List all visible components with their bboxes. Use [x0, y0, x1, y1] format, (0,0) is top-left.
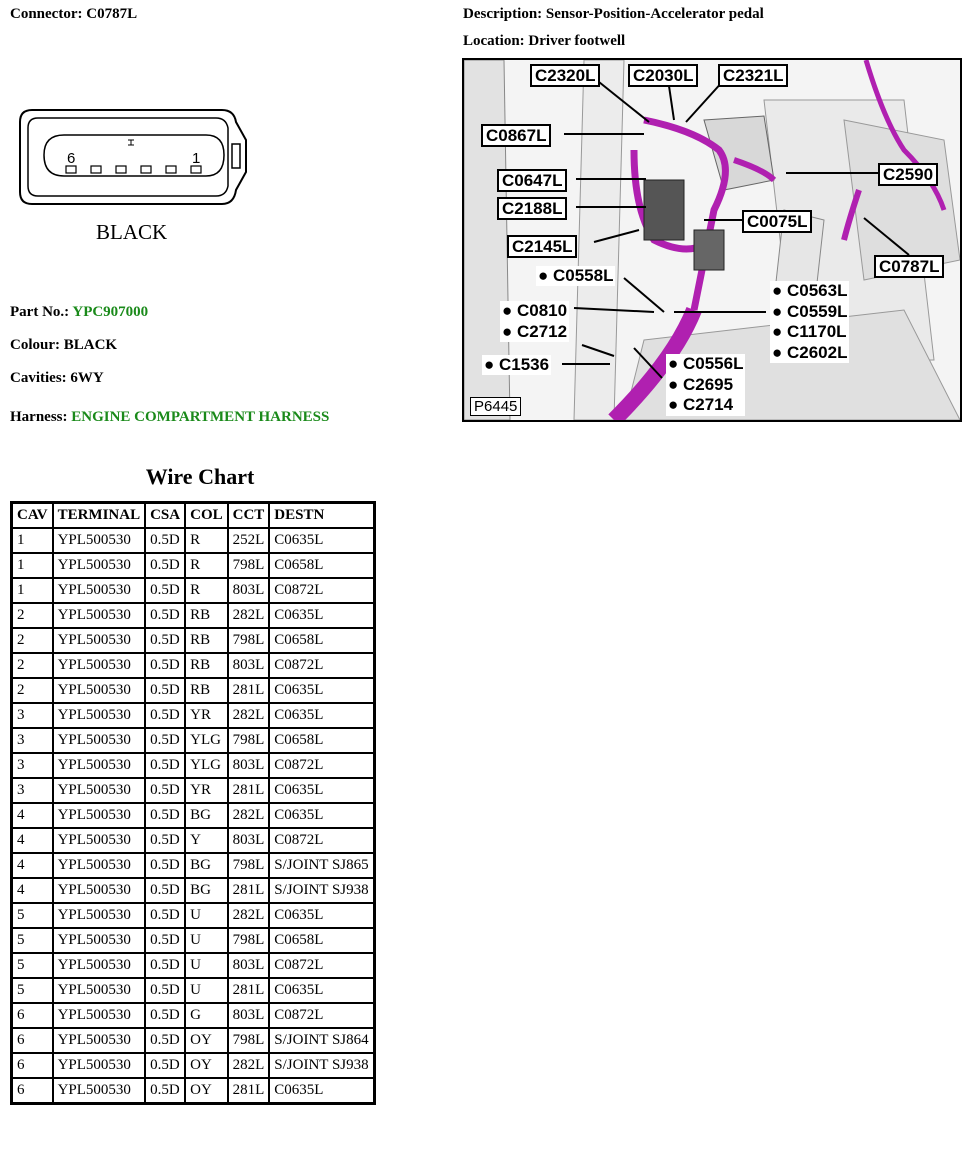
cell-terminal: YPL500530 — [53, 1003, 146, 1028]
cell-cct: 803L — [228, 1003, 270, 1028]
cell-cct: 282L — [228, 603, 270, 628]
cell-destn: C0635L — [269, 903, 374, 928]
colour-value: BLACK — [63, 337, 118, 353]
header-col: COL — [185, 503, 228, 529]
cell-col: OY — [185, 1028, 228, 1053]
cell-cav: 4 — [12, 853, 53, 878]
colour-field — [10, 337, 117, 354]
cell-col: G — [185, 1003, 228, 1028]
cell-cct: 803L — [228, 828, 270, 853]
cell-cct: 798L — [228, 553, 270, 578]
cell-cav: 3 — [12, 728, 53, 753]
cell-terminal: YPL500530 — [53, 778, 146, 803]
cell-terminal: YPL500530 — [53, 1028, 146, 1053]
callout-C2188L: C2188L — [497, 197, 567, 220]
cell-terminal: YPL500530 — [53, 578, 146, 603]
cell-destn: S/JOINT SJ938 — [269, 1053, 374, 1078]
cell-destn: C0635L — [269, 703, 374, 728]
callout-C0559L: ● C0559L — [772, 301, 848, 321]
cell-cct: 282L — [228, 1053, 270, 1078]
callout-group-right — [770, 281, 849, 363]
cell-col: YR — [185, 778, 228, 803]
cell-cct: 281L — [228, 1078, 270, 1104]
harness-link[interactable]: ENGINE COMPARTMENT HARNESS — [71, 409, 330, 425]
callout-C1536: ● C1536 — [484, 355, 550, 374]
cell-terminal: YPL500530 — [53, 753, 146, 778]
cell-col: R — [185, 528, 228, 553]
connector-value: C0787L — [86, 6, 138, 22]
cell-destn: C0872L — [269, 753, 374, 778]
table-row — [12, 928, 375, 953]
header-csa: CSA — [145, 503, 185, 529]
cell-cav: 5 — [12, 978, 53, 1003]
callout-C0075L: C0075L — [742, 210, 812, 233]
cell-destn: C0872L — [269, 653, 374, 678]
table-row — [12, 828, 375, 853]
cell-col: BG — [185, 853, 228, 878]
callout-C0787L: C0787L — [874, 255, 944, 278]
cell-cct: 282L — [228, 703, 270, 728]
cell-col: OY — [185, 1078, 228, 1104]
cell-col: OY — [185, 1053, 228, 1078]
cell-col: BG — [185, 803, 228, 828]
callout-C0558L-text: C0558L — [553, 266, 614, 285]
table-row — [12, 603, 375, 628]
description-field — [463, 6, 764, 23]
cell-col: Y — [185, 828, 228, 853]
cell-col: RB — [185, 678, 228, 703]
cell-csa: 0.5D — [145, 878, 185, 903]
cell-col: RB — [185, 653, 228, 678]
cell-cav: 3 — [12, 778, 53, 803]
cell-col: U — [185, 928, 228, 953]
cell-terminal: YPL500530 — [53, 728, 146, 753]
cell-cav: 5 — [12, 928, 53, 953]
cell-csa: 0.5D — [145, 1078, 185, 1104]
cell-csa: 0.5D — [145, 928, 185, 953]
table-row — [12, 728, 375, 753]
header-destn: DESTN — [269, 503, 374, 529]
cell-cav: 4 — [12, 828, 53, 853]
part-number-field — [10, 304, 148, 321]
callout-C1170L: ● C1170L — [772, 322, 847, 341]
table-row — [12, 1078, 375, 1104]
location-value: Driver footwell — [528, 33, 626, 49]
cell-destn: C0872L — [269, 953, 374, 978]
wire-chart-body — [12, 528, 375, 1104]
cell-destn: C0658L — [269, 928, 374, 953]
callout-C2695: ● C2695 — [668, 374, 734, 394]
cell-col: RB — [185, 603, 228, 628]
cell-csa: 0.5D — [145, 728, 185, 753]
cell-cav: 1 — [12, 528, 53, 553]
cell-destn: C0635L — [269, 528, 374, 553]
cell-destn: C0635L — [269, 978, 374, 1003]
table-row — [12, 653, 375, 678]
cell-destn: C0635L — [269, 778, 374, 803]
location-label: Location: — [463, 33, 525, 49]
cell-col: YR — [185, 703, 228, 728]
table-row — [12, 578, 375, 603]
header-cct: CCT — [228, 503, 270, 529]
cell-cct: 798L — [228, 1028, 270, 1053]
cell-csa: 0.5D — [145, 603, 185, 628]
cell-csa: 0.5D — [145, 653, 185, 678]
cell-cct: 281L — [228, 878, 270, 903]
table-row — [12, 678, 375, 703]
cell-destn: C0658L — [269, 553, 374, 578]
callout-C2145L: C2145L — [507, 235, 577, 258]
callout-C2590: C2590 — [878, 163, 938, 186]
table-row — [12, 953, 375, 978]
cavities-label: Cavities: — [10, 370, 67, 386]
cell-terminal: YPL500530 — [53, 828, 146, 853]
callout-C2712: ● C2712 — [502, 321, 568, 341]
cell-csa: 0.5D — [145, 753, 185, 778]
pin-1-label: 1 — [192, 150, 201, 167]
cavities-field — [10, 370, 104, 387]
cell-cav: 6 — [12, 1028, 53, 1053]
cell-cct: 803L — [228, 753, 270, 778]
callout-C0867L: C0867L — [481, 124, 551, 147]
table-row — [12, 1003, 375, 1028]
cell-destn: S/JOINT SJ938 — [269, 878, 374, 903]
callout-C2602L: ● C2602L — [772, 342, 848, 362]
table-row — [12, 978, 375, 1003]
cell-cav: 5 — [12, 903, 53, 928]
cell-cav: 6 — [12, 1078, 53, 1104]
cell-cav: 4 — [12, 878, 53, 903]
drawing-colour-text: BLACK — [96, 220, 168, 244]
cell-cct: 281L — [228, 778, 270, 803]
connector-face-drawing — [10, 100, 250, 250]
cell-terminal: YPL500530 — [53, 953, 146, 978]
part-number-label: Part No.: — [10, 304, 70, 320]
cell-csa: 0.5D — [145, 828, 185, 853]
cell-col: R — [185, 553, 228, 578]
cell-cct: 282L — [228, 903, 270, 928]
callout-group-left — [500, 301, 569, 342]
cell-cct: 803L — [228, 953, 270, 978]
cell-csa: 0.5D — [145, 703, 185, 728]
cell-cct: 803L — [228, 578, 270, 603]
cell-csa: 0.5D — [145, 853, 185, 878]
table-row — [12, 753, 375, 778]
cavities-value: 6WY — [70, 370, 104, 386]
table-row — [12, 853, 375, 878]
cell-csa: 0.5D — [145, 628, 185, 653]
cell-csa: 0.5D — [145, 953, 185, 978]
header-terminal: TERMINAL — [53, 503, 146, 529]
cell-terminal: YPL500530 — [53, 1078, 146, 1104]
cell-terminal: YPL500530 — [53, 928, 146, 953]
cell-terminal: YPL500530 — [53, 903, 146, 928]
connector-field — [10, 6, 137, 23]
cell-cct: 281L — [228, 978, 270, 1003]
cell-cct: 798L — [228, 728, 270, 753]
cell-col: U — [185, 903, 228, 928]
cell-destn: C0658L — [269, 728, 374, 753]
callout-C0647L: C0647L — [497, 169, 567, 192]
cell-terminal: YPL500530 — [53, 978, 146, 1003]
callout-C0558L: ● C0558L — [538, 266, 614, 285]
wire-chart-header-row — [12, 503, 375, 529]
cell-destn: C0635L — [269, 1078, 374, 1104]
cell-csa: 0.5D — [145, 978, 185, 1003]
description-value: Sensor-Position-Accelerator pedal — [545, 6, 764, 22]
table-row — [12, 628, 375, 653]
cell-col: RB — [185, 628, 228, 653]
cell-cav: 2 — [12, 678, 53, 703]
cell-destn: S/JOINT SJ865 — [269, 853, 374, 878]
callout-C0810: ● C0810 — [502, 301, 568, 320]
cell-csa: 0.5D — [145, 803, 185, 828]
cell-cav: 1 — [12, 578, 53, 603]
callout-group-bottom — [666, 354, 745, 416]
location-photo — [462, 58, 962, 422]
harness-field — [10, 409, 329, 426]
cell-cav: 3 — [12, 753, 53, 778]
colour-label: Colour: — [10, 337, 60, 353]
cell-col: YLG — [185, 728, 228, 753]
cell-col: R — [185, 578, 228, 603]
table-row — [12, 1028, 375, 1053]
cell-destn: C0635L — [269, 603, 374, 628]
cell-cav: 6 — [12, 1053, 53, 1078]
cell-col: BG — [185, 878, 228, 903]
cell-csa: 0.5D — [145, 1053, 185, 1078]
cell-destn: S/JOINT SJ864 — [269, 1028, 374, 1053]
cell-csa: 0.5D — [145, 1003, 185, 1028]
cell-csa: 0.5D — [145, 903, 185, 928]
wire-chart-table — [10, 501, 376, 1105]
figure-id: P6445 — [470, 397, 521, 416]
cell-destn: C0658L — [269, 628, 374, 653]
header-cav: CAV — [12, 503, 53, 529]
cell-destn: C0635L — [269, 803, 374, 828]
cell-csa: 0.5D — [145, 1028, 185, 1053]
cell-destn: C0872L — [269, 578, 374, 603]
cell-csa: 0.5D — [145, 778, 185, 803]
cell-terminal: YPL500530 — [53, 603, 146, 628]
cell-cct: 798L — [228, 928, 270, 953]
cell-destn: C0635L — [269, 678, 374, 703]
table-row — [12, 553, 375, 578]
cell-terminal: YPL500530 — [53, 628, 146, 653]
cell-destn: C0872L — [269, 828, 374, 853]
callout-C2321L: C2321L — [718, 64, 788, 87]
cell-cav: 5 — [12, 953, 53, 978]
location-field — [463, 33, 625, 50]
cell-col: U — [185, 978, 228, 1003]
cell-cct: 803L — [228, 653, 270, 678]
connector-label: Connector: — [10, 6, 83, 22]
table-row — [12, 1053, 375, 1078]
cell-cav: 2 — [12, 653, 53, 678]
cell-csa: 0.5D — [145, 553, 185, 578]
callout-C0556L: ● C0556L — [668, 354, 744, 373]
cell-cct: 798L — [228, 628, 270, 653]
cell-destn: C0872L — [269, 1003, 374, 1028]
table-row — [12, 903, 375, 928]
cell-cav: 2 — [12, 628, 53, 653]
cell-cav: 3 — [12, 703, 53, 728]
cell-csa: 0.5D — [145, 528, 185, 553]
cell-terminal: YPL500530 — [53, 703, 146, 728]
cell-cct: 281L — [228, 678, 270, 703]
cell-terminal: YPL500530 — [53, 878, 146, 903]
table-row — [12, 703, 375, 728]
table-row — [12, 878, 375, 903]
part-number-link[interactable]: YPC907000 — [72, 304, 149, 320]
cell-terminal: YPL500530 — [53, 853, 146, 878]
cell-terminal: YPL500530 — [53, 528, 146, 553]
table-row — [12, 528, 375, 553]
description-label: Description: — [463, 6, 543, 22]
cell-csa: 0.5D — [145, 578, 185, 603]
callout-C2030L: C2030L — [628, 64, 698, 87]
cell-cav: 2 — [12, 603, 53, 628]
cell-terminal: YPL500530 — [53, 1053, 146, 1078]
cell-col: U — [185, 953, 228, 978]
table-row — [12, 778, 375, 803]
wire-chart-title: Wire Chart — [145, 464, 255, 489]
cell-cct: 798L — [228, 853, 270, 878]
callout-C2320L: C2320L — [530, 64, 600, 87]
cell-terminal: YPL500530 — [53, 553, 146, 578]
table-row — [12, 803, 375, 828]
cell-terminal: YPL500530 — [53, 678, 146, 703]
cell-cct: 252L — [228, 528, 270, 553]
callout-C2714: ● C2714 — [668, 395, 734, 414]
cell-terminal: YPL500530 — [53, 803, 146, 828]
callout-C0563L: ● C0563L — [772, 281, 848, 300]
pin-6-label: 6 — [67, 150, 76, 167]
cell-cav: 6 — [12, 1003, 53, 1028]
harness-label: Harness: — [10, 409, 68, 425]
cell-terminal: YPL500530 — [53, 653, 146, 678]
cell-cav: 4 — [12, 803, 53, 828]
cell-csa: 0.5D — [145, 678, 185, 703]
cell-cct: 282L — [228, 803, 270, 828]
cell-col: YLG — [185, 753, 228, 778]
cell-cav: 1 — [12, 553, 53, 578]
